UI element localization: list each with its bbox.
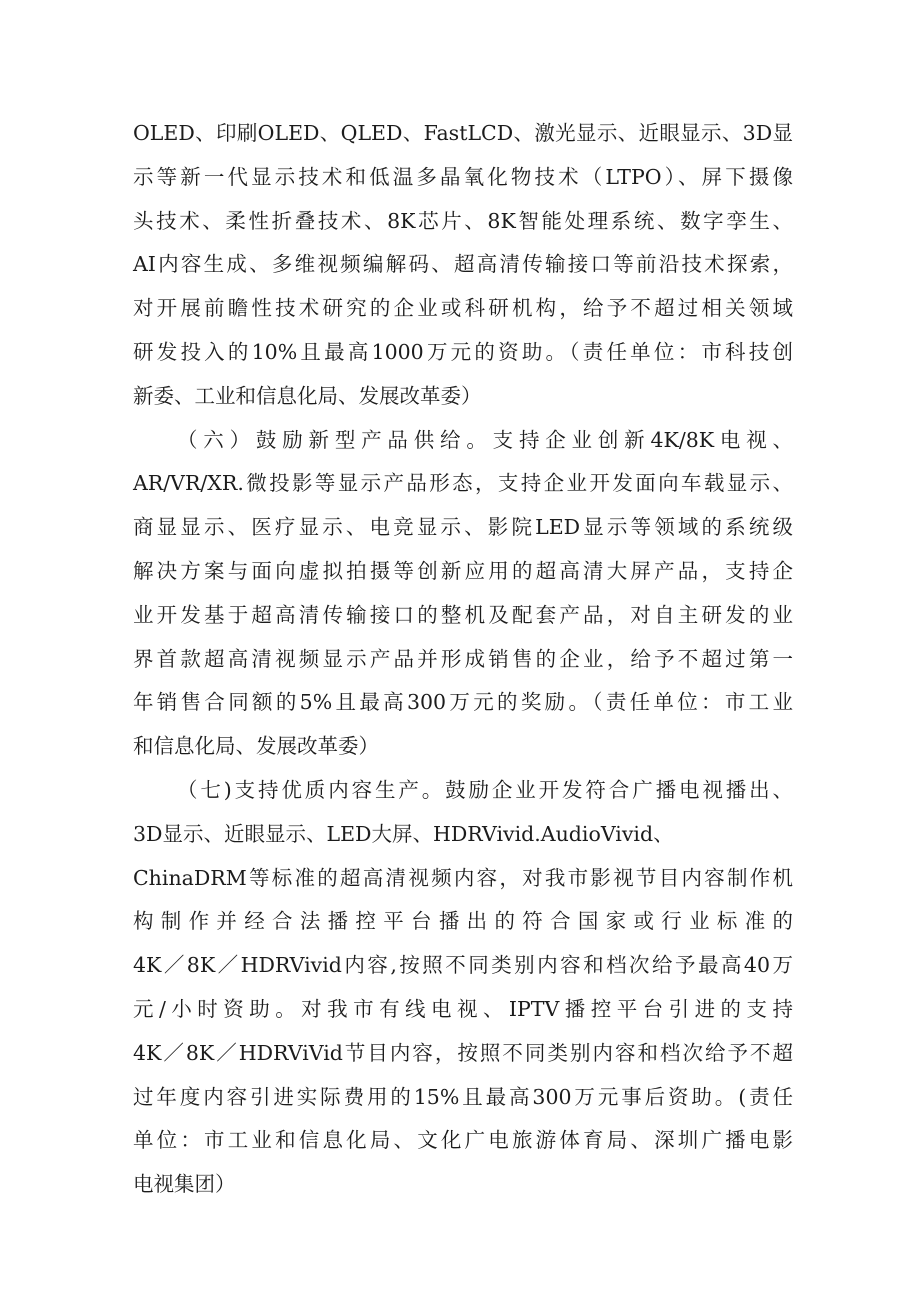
document-body [133, 112, 793, 1207]
text-line: 对开展前瞻性技术研究的企业或科研机构，给予不超过相关领域 [133, 296, 793, 321]
text-line: 单位：市工业和信息化局、文化广电旅游体育局、深圳广播电影 [133, 1128, 793, 1153]
text-line: （七)支持优质内容生产。鼓励企业开发符合广播电视播出、 [177, 777, 793, 802]
text-line: 4K／8K／HDRViVid节目内容，按照不同类别内容和档次给予不超 [133, 1040, 793, 1065]
text-line: 过年度内容引进实际费用的15%且最高300万元事后资助。(责任 [133, 1084, 793, 1109]
paragraph-7 [133, 769, 793, 1207]
text-line: 3D显示、近眼显示、LED大屏、HDRVivid.AudioVivid、 [133, 821, 674, 846]
text-line: 商显显示、医疗显示、电竞显示、影院LED显示等领域的系统级 [133, 515, 793, 540]
text-line: 4K／8K／HDRVivid内容,按照不同类别内容和档次给予最高40万 [133, 953, 793, 978]
text-line: OLED、印刷OLED、QLED、FastLCD、激光显示、近眼显示、3D显 [133, 121, 793, 145]
text-line: 构制作并经合法播控平台播出的符合国家或行业标准的 [133, 909, 793, 934]
text-line: 头技术、柔性折叠技术、8K芯片、8K智能处理系统、数字孪生、 [133, 208, 793, 233]
text-line: 界首款超高清视频显示产品并形成销售的企业，给予不超过第一 [133, 646, 793, 671]
paragraph-6 [133, 419, 793, 769]
paragraph-5-continued [133, 112, 793, 419]
text-line: 年销售合同额的5%且最高300万元的奖励。（责任单位：市工业 [133, 690, 793, 715]
text-line: （六）鼓励新型产品供给。支持企业创新4K/8K电视、 [177, 427, 793, 452]
text-line: 业开发基于超高清传输接口的整机及配套产品，对自主研发的业 [133, 602, 793, 627]
text-line: 示等新一代显示技术和低温多晶氧化物技术（LTPO）、屏下摄像 [133, 164, 793, 189]
text-line: 解决方案与面向虚拟拍摄等创新应用的超高清大屏产品，支持企 [133, 558, 793, 583]
text-line: 元/小时资助。对我市有线电视、IPTV播控平台引进的支持 [133, 996, 793, 1021]
text-line: AI内容生成、多维视频编解码、超高清传输接口等前沿技术探索， [133, 252, 793, 277]
text-line: 新委、工业和信息化局、发展改革委） [133, 383, 482, 408]
text-line: AR/VR/XR.微投影等显示产品形态，支持企业开发面向车载显示、 [133, 471, 793, 496]
text-line: 和信息化局、发展改革委） [133, 734, 379, 759]
text-line: ChinaDRM等标准的超高清视频内容，对我市影视节目内容制作机 [133, 865, 793, 890]
text-line: 电视集团） [133, 1172, 236, 1197]
text-line: 研发投入的10%且最高1000万元的资助。（责任单位：市科技创 [133, 339, 793, 364]
